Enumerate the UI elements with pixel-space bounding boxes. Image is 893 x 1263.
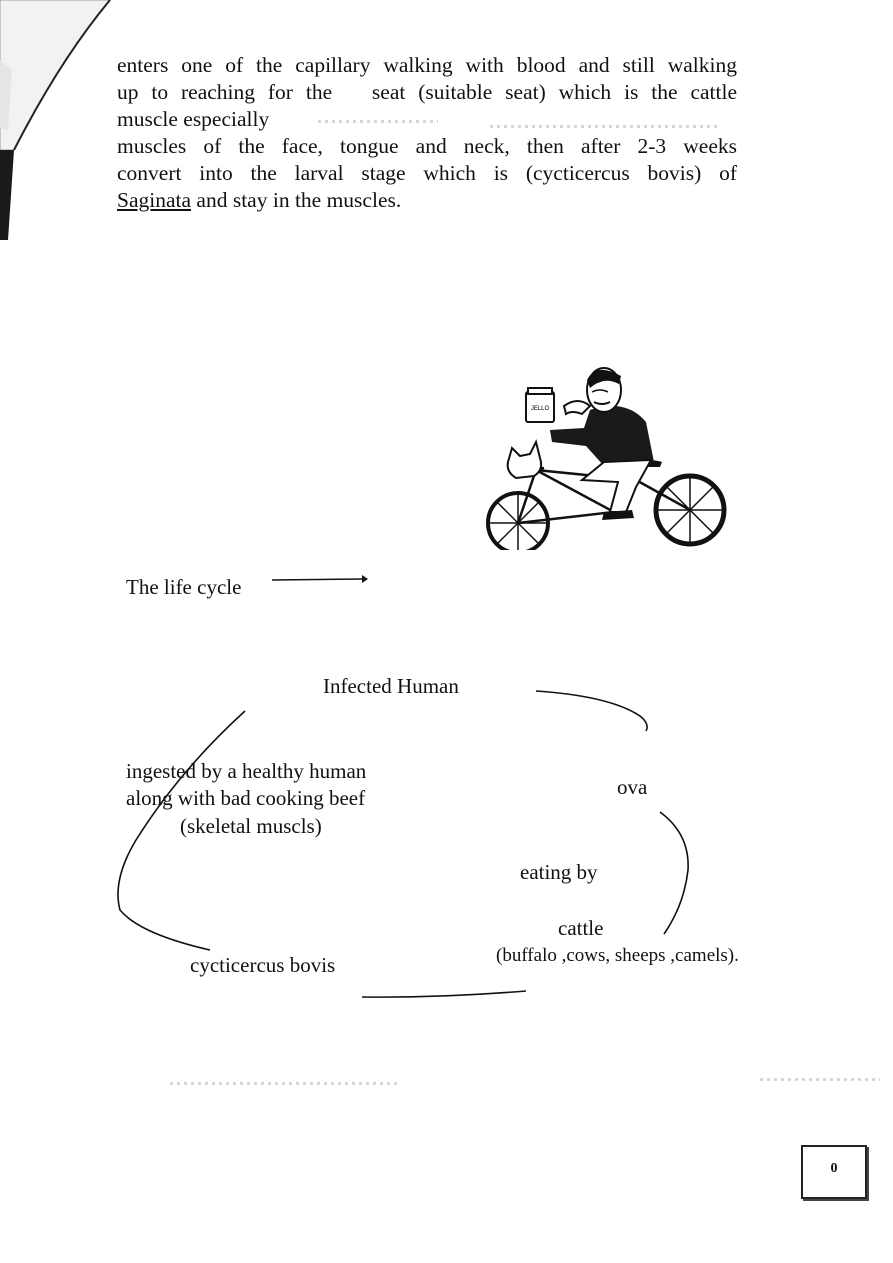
page-number-box <box>801 1145 867 1199</box>
body-line: muscle especially <box>117 107 270 131</box>
page-fold-corner <box>0 0 120 240</box>
body-line-part: up to reaching for the <box>117 80 333 104</box>
rider-trousers <box>582 460 651 512</box>
scan-smudge <box>760 1078 880 1081</box>
arrow-ova-to-cattle <box>660 812 688 934</box>
jello-jar <box>526 388 554 422</box>
rider-head <box>587 368 621 412</box>
jar-label: JELLO <box>530 406 550 412</box>
rider-hand <box>564 401 590 414</box>
page-number: 0 <box>830 1161 838 1176</box>
cycle-node-ingested-line3: (skeletal muscls) <box>180 814 322 838</box>
body-line <box>117 187 737 214</box>
cycle-node-cysticercus: cycticercus bovis <box>190 953 336 977</box>
cycle-node-cattle-examples: (buffalo ,cows, sheeps ,camels). <box>496 945 739 966</box>
life-cycle-heading: The life cycle <box>126 575 242 599</box>
arrow-cattle-to-cysticercus <box>362 991 526 997</box>
scan-smudge <box>170 1082 400 1085</box>
body-paragraph <box>117 52 737 214</box>
body-line: convert into the larval stage which is (cycticercus bovis) of <box>117 161 737 185</box>
cycle-node-infected-human: Infected Human <box>323 674 459 698</box>
heading-arrowhead <box>362 575 368 583</box>
body-line-part: and stay in the muscles. <box>191 188 402 212</box>
cyclist-illustration <box>486 362 728 550</box>
arrow-human-to-ova <box>536 691 647 731</box>
cycle-node-ova: ova <box>617 775 648 799</box>
heading-arrow <box>272 579 362 580</box>
saginata-term: Saginata <box>117 188 192 212</box>
cycle-node-eating-by: eating by <box>520 860 598 884</box>
rider-shoe <box>602 510 634 520</box>
cat-icon <box>508 442 541 478</box>
body-line: muscles of the face, tongue and neck, then after 2-3 weeks <box>117 134 737 158</box>
body-line-part: seat (suitable seat) which is the cattle <box>371 80 737 104</box>
body-line: enters one of the capillary walking with blood and still walking <box>117 53 737 77</box>
cycle-node-ingested-line2: along with bad cooking beef <box>126 786 366 810</box>
cycle-node-cattle: cattle <box>558 916 604 940</box>
cycle-node-ingested-line1: ingested by a healthy human <box>126 759 367 783</box>
body-line <box>117 79 737 106</box>
